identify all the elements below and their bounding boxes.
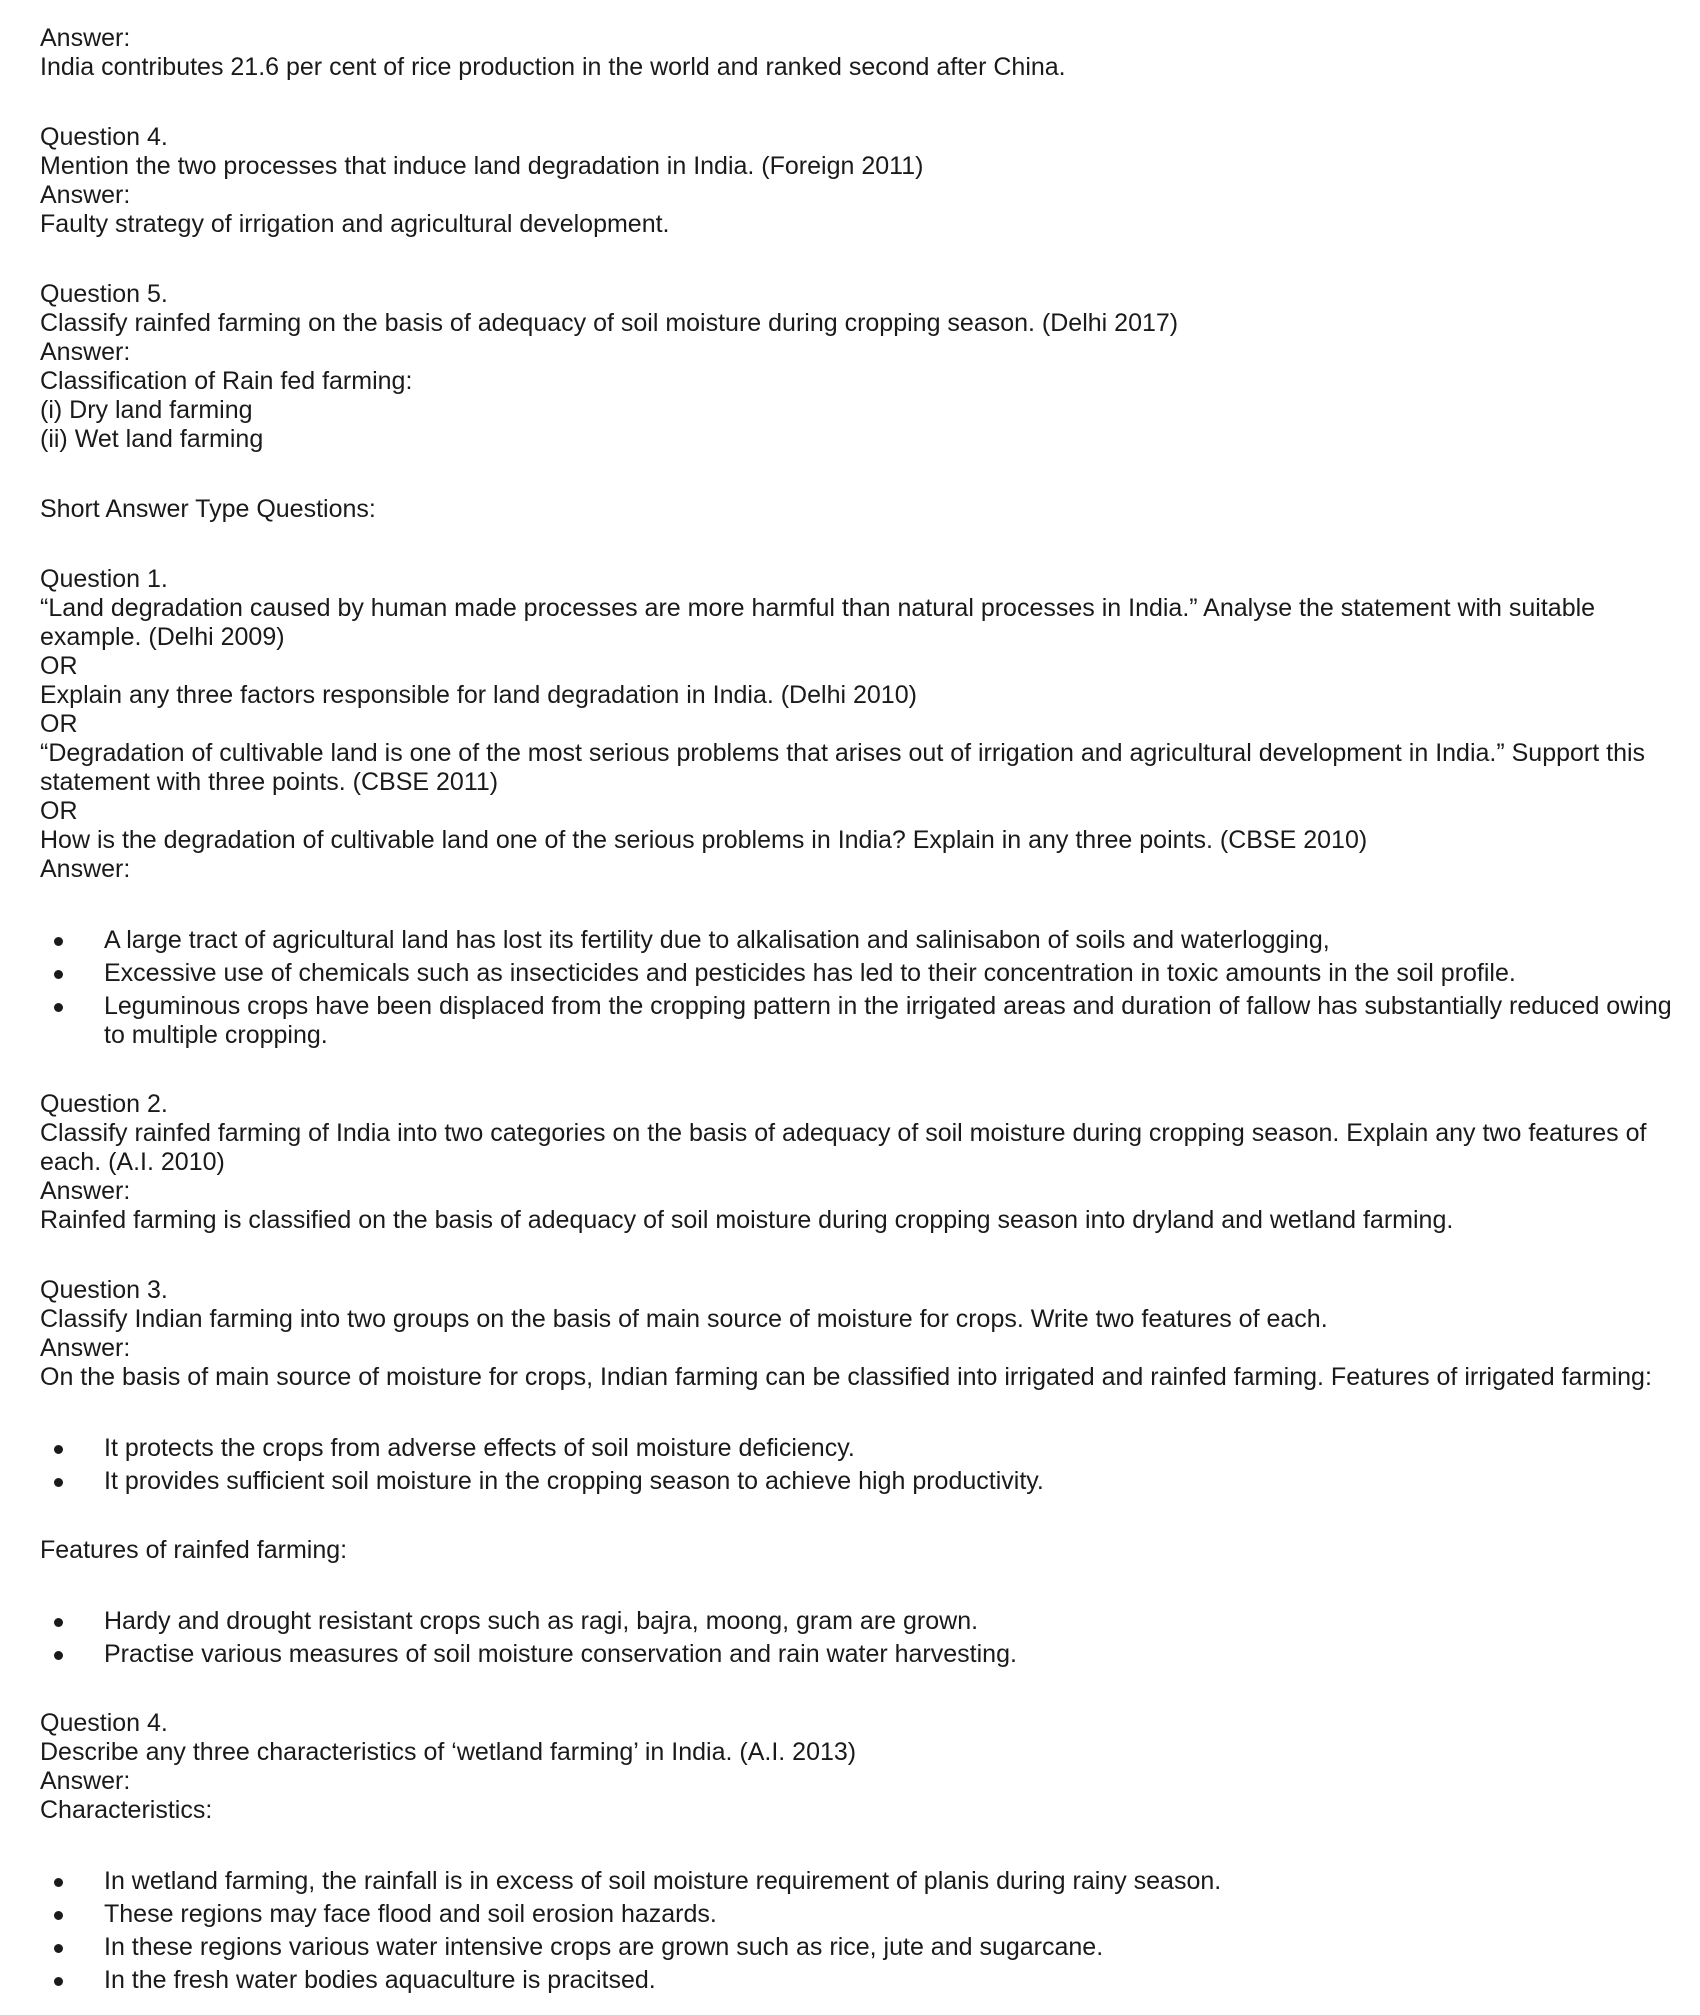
list-item: It provides sufficient soil moisture in the cropping season to achieve high productivity. — [40, 1467, 1680, 1496]
list-item: Leguminous crops have been displaced from the cropping pattern in the irrigated areas and duration of fallow has substantially reduced owing to multiple cropping. — [40, 992, 1680, 1050]
question-text: Classify rainfed farming of India into two categories on the basis of adequacy of soil moisture during cropping season. Explain any two features of each. (A.I. 2010) — [40, 1119, 1654, 1176]
question-number: Question 4. — [40, 1709, 168, 1737]
list-item: In the fresh water bodies aquaculture is pracitsed. — [40, 1966, 1680, 1995]
bullet-list — [40, 926, 1680, 1050]
or-separator: OR — [40, 710, 78, 738]
answer-label: Answer: — [40, 1334, 131, 1362]
bullet-icon — [54, 1878, 63, 1887]
question-text: How is the degradation of cultivable land one of the serious problems in India? Explain in any three points. (CBSE 2010) — [40, 826, 1368, 854]
bullet-icon — [54, 1977, 63, 1986]
bullet-icon — [54, 1944, 63, 1953]
answer-label: Answer: — [40, 24, 131, 52]
question-text: Describe any three characteristics of ‘wetland farming’ in India. (A.I. 2013) — [40, 1738, 857, 1766]
question-number: Question 4. — [40, 123, 168, 151]
answer-label: Answer: — [40, 1177, 131, 1205]
answer-label: Answer: — [40, 855, 131, 883]
list-item: Excessive use of chemicals such as insecticides and pesticides has led to their concentration in toxic amounts in the soil profile. — [40, 959, 1680, 988]
answer-text: On the basis of main source of moisture for crops, Indian farming can be classified into irrigated and rainfed farming. Features of irrigated farming: — [40, 1363, 1652, 1391]
answer-text: Classification of Rain fed farming: — [40, 367, 413, 395]
document-page — [40, 24, 1680, 1999]
bullet-list — [40, 1434, 1680, 1496]
question-number: Question 1. — [40, 565, 168, 593]
bullet-list — [40, 1607, 1680, 1669]
question-number: Question 5. — [40, 280, 168, 308]
bullet-icon — [54, 1445, 63, 1454]
or-separator: OR — [40, 652, 78, 680]
list-item: In these regions various water intensive crops are grown such as rice, jute and sugarcane. — [40, 1933, 1680, 1962]
bullet-icon — [54, 937, 63, 946]
question-number: Question 3. — [40, 1276, 168, 1304]
question-text: Explain any three factors responsible for land degradation in India. (Delhi 2010) — [40, 681, 917, 709]
bullet-icon — [54, 1618, 63, 1627]
section-heading: Short Answer Type Questions: — [40, 495, 376, 523]
answer-text: Rainfed farming is classified on the basis of adequacy of soil moisture during cropping season into dryland and wetland farming. — [40, 1206, 1454, 1234]
bullet-icon — [54, 970, 63, 979]
question-number: Question 2. — [40, 1090, 168, 1118]
list-item: Hardy and drought resistant crops such as ragi, bajra, moong, gram are grown. — [40, 1607, 1680, 1636]
answer-text: India contributes 21.6 per cent of rice production in the world and ranked second after China. — [40, 53, 1066, 81]
answer-text: (ii) Wet land farming — [40, 425, 264, 453]
bullet-icon — [54, 1651, 63, 1660]
list-item: Practise various measures of soil moisture conservation and rain water harvesting. — [40, 1640, 1680, 1669]
sub-heading: Features of rainfed farming: — [40, 1536, 348, 1564]
list-item: A large tract of agricultural land has lost its fertility due to alkalisation and salinisabon of soils and waterlogging, — [40, 926, 1680, 955]
or-separator: OR — [40, 797, 78, 825]
bullet-icon — [54, 1478, 63, 1487]
question-text: Classify Indian farming into two groups on the basis of main source of moisture for crops. Write two features of each. — [40, 1305, 1328, 1333]
answer-label: Answer: — [40, 181, 131, 209]
list-item: It protects the crops from adverse effects of soil moisture deficiency. — [40, 1434, 1680, 1463]
answer-text: (i) Dry land farming — [40, 396, 253, 424]
question-text: Mention the two processes that induce land degradation in India. (Foreign 2011) — [40, 152, 924, 180]
bullet-list — [40, 1867, 1680, 1995]
bullet-icon — [54, 1911, 63, 1920]
answer-text: Characteristics: — [40, 1796, 213, 1824]
list-item: In wetland farming, the rainfall is in excess of soil moisture requirement of planis during rainy season. — [40, 1867, 1680, 1896]
answer-label: Answer: — [40, 338, 131, 366]
question-text: “Degradation of cultivable land is one of the most serious problems that arises out of irrigation and agricultural development in India.” Support this statement with three points. (CBSE 2011) — [40, 739, 1652, 796]
question-text: Classify rainfed farming on the basis of adequacy of soil moisture during cropping season. (Delhi 2017) — [40, 309, 1179, 337]
list-item: These regions may face flood and soil erosion hazards. — [40, 1900, 1680, 1929]
question-text: “Land degradation caused by human made processes are more harmful than natural processes in India.” Analyse the statement with suitable example. (Delhi 2009) — [40, 594, 1603, 651]
bullet-icon — [54, 1003, 63, 1012]
answer-text: Faulty strategy of irrigation and agricultural development. — [40, 210, 670, 238]
answer-label: Answer: — [40, 1767, 131, 1795]
